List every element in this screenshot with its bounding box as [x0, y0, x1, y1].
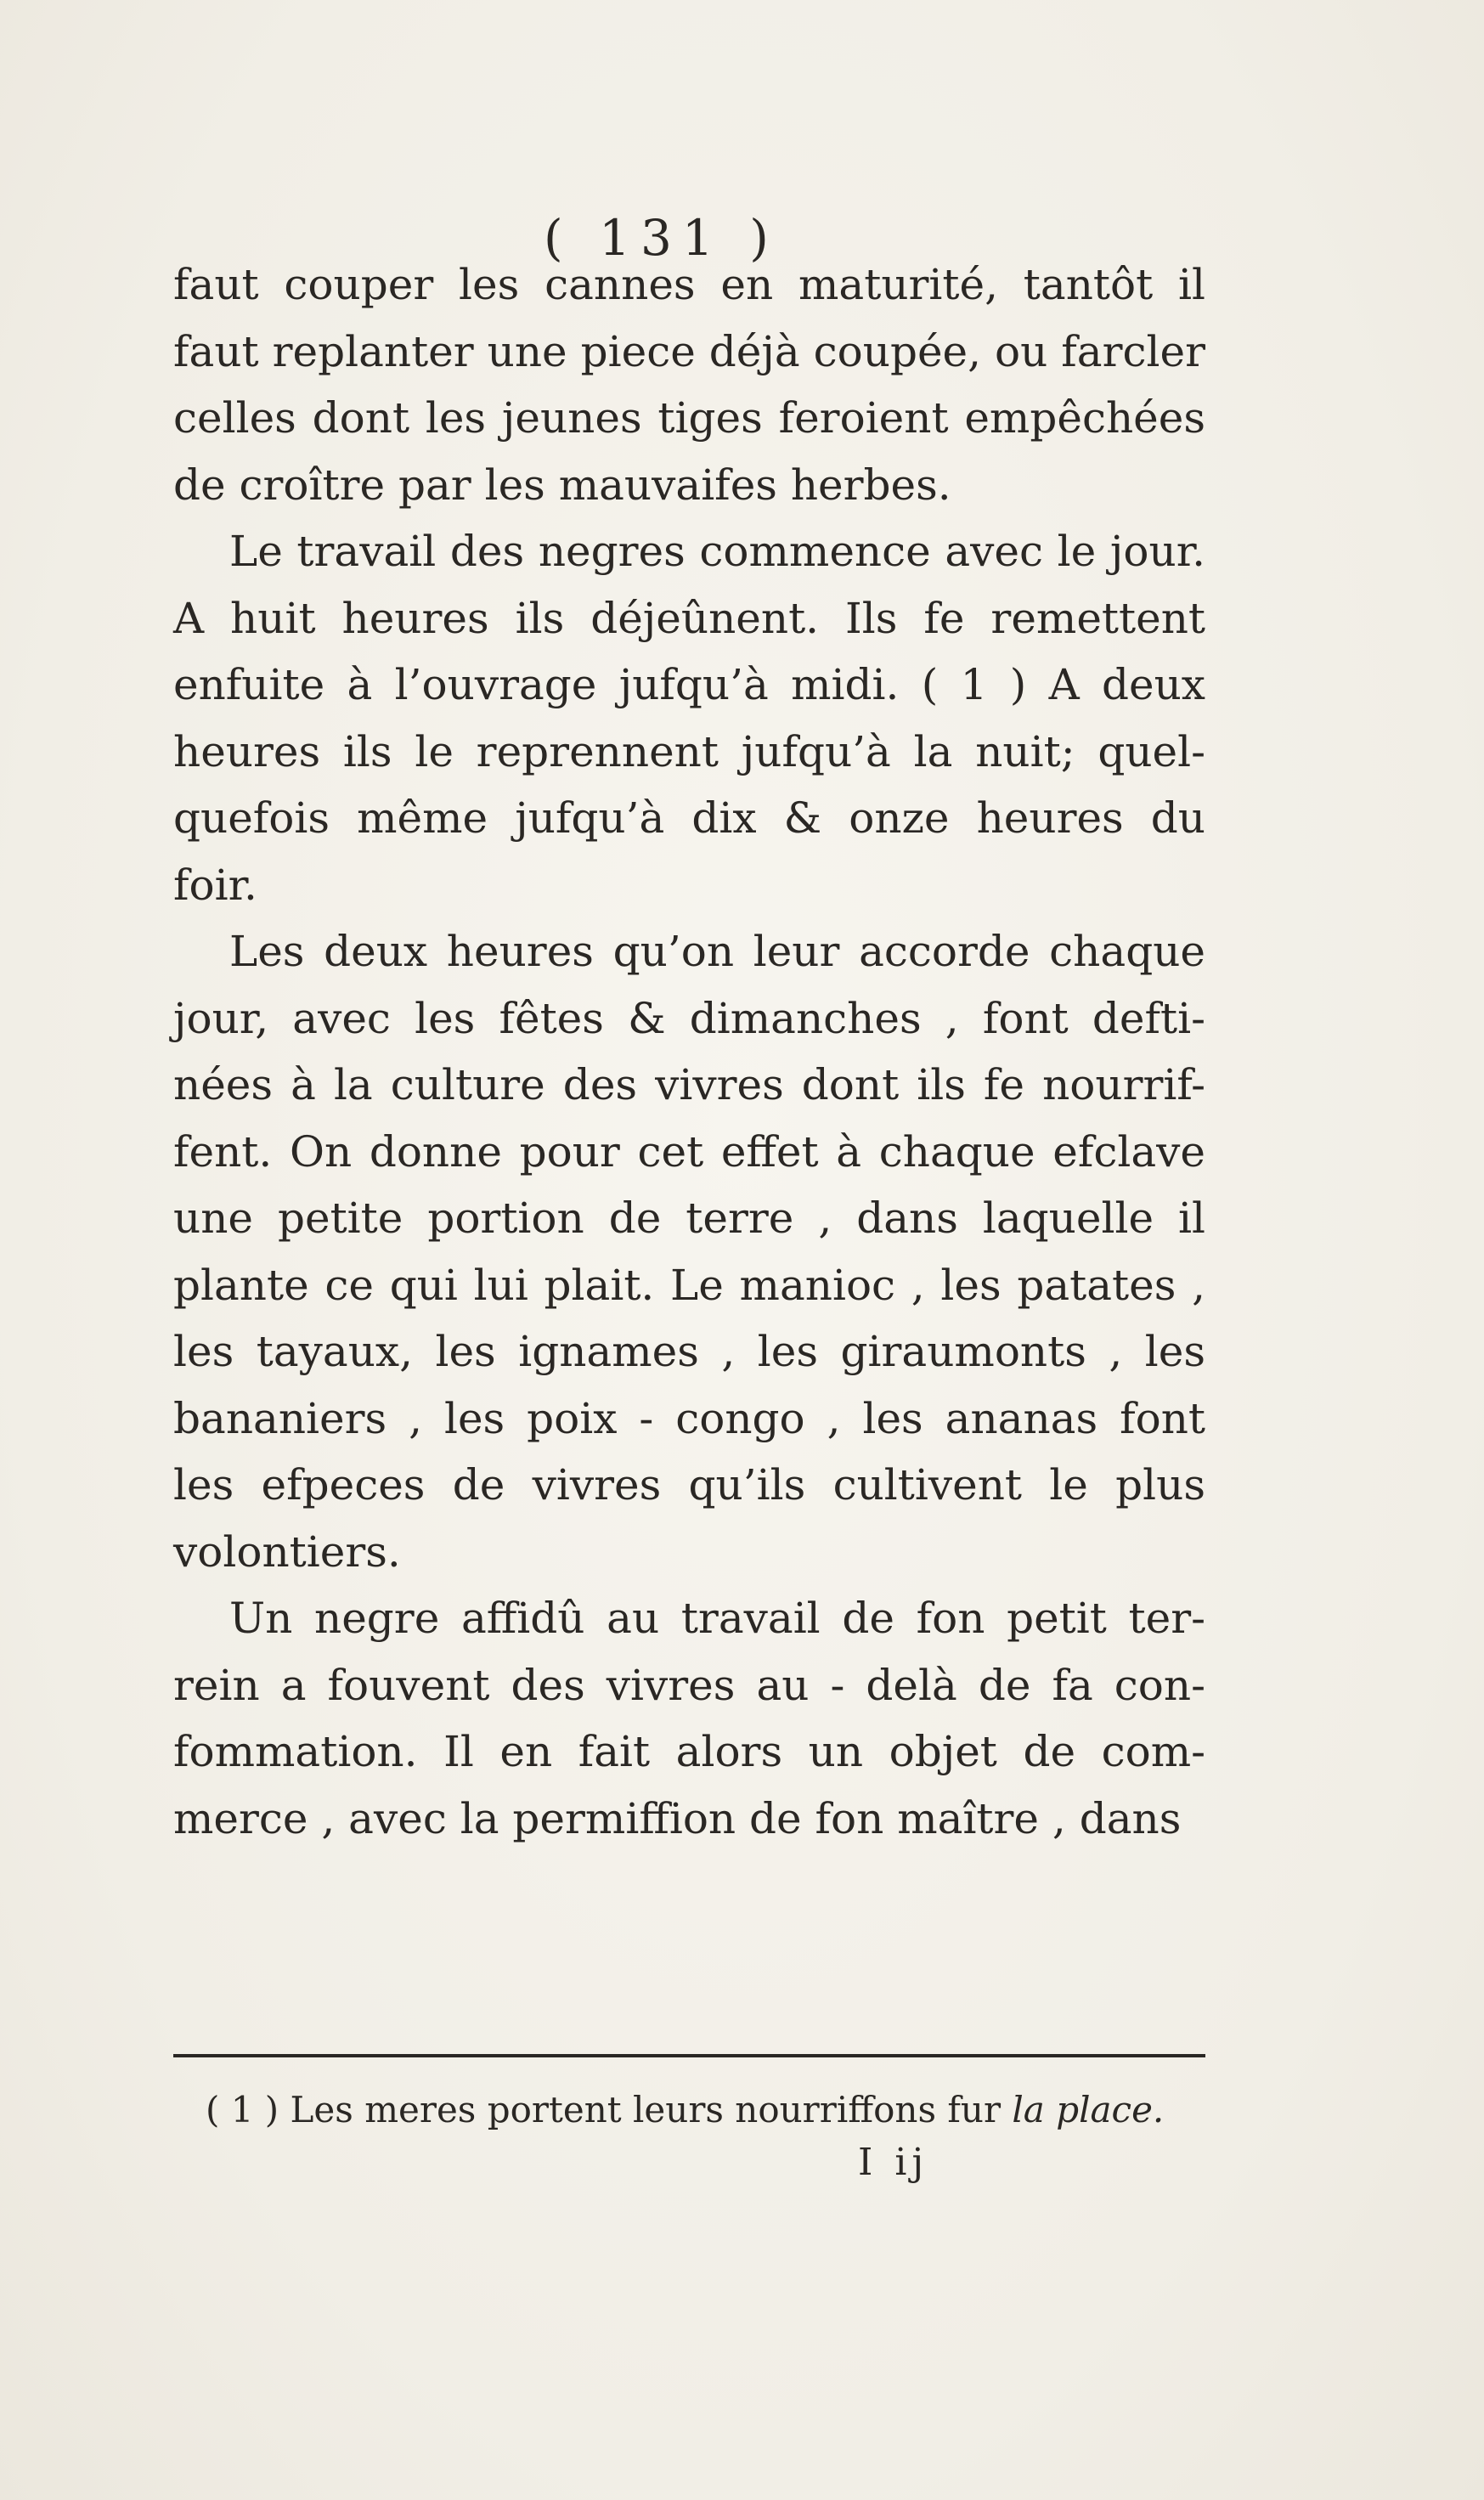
text-line: de croître par les mauvaifes herbes.	[173, 460, 951, 510]
text-line: les efpeces de vivres qu’ils cultivent le plus	[173, 1460, 1205, 1510]
text-line: plante ce qui lui plait. Le manioc , les patates ,	[173, 1260, 1205, 1310]
text-line: fent. On donne pour cet effet à chaque efclave	[173, 1126, 1205, 1177]
text-line: Les deux heures qu’on leur accorde chaque	[229, 927, 1205, 976]
text-line: faut couper les cannes en maturité, tantôt il	[173, 260, 1205, 309]
text-line: Un negre affidû au travail de fon petit ter-	[229, 1594, 1205, 1643]
text-line: Le travail des negres commence avec le jour.	[229, 527, 1205, 576]
text-line: quefois même jufqu’à dix & onze heures du	[173, 793, 1205, 843]
text-line: nées à la culture des vivres dont ils fe nourrif-	[173, 1060, 1205, 1109]
page-number-text: ( 131 )	[544, 209, 779, 267]
footnote	[206, 2086, 1164, 2134]
footnote-italic-text: la place.	[1012, 2089, 1165, 2130]
text-line: A huit heures ils déjeûnent. Ils fe remettent	[173, 593, 1205, 643]
text-line: celles dont les jeunes tiges feroient empêchées	[173, 393, 1205, 443]
text-line: faut replanter une piece déjà coupée, ou farcler	[173, 326, 1205, 376]
signature-mark: I ij	[858, 2141, 929, 2184]
text-line: foir.	[173, 860, 257, 910]
footnote-divider	[173, 2054, 1205, 2057]
text-line: rein a fouvent des vivres au - delà de fa con-	[173, 1660, 1205, 1710]
text-line: merce , avec la permiffion de fon maître , dans	[173, 1793, 1182, 1843]
text-line: volontiers.	[173, 1527, 401, 1577]
body-text	[173, 251, 1205, 1852]
text-line: bananiers , les poix - congo , les ananas font	[173, 1393, 1205, 1443]
text-line: jour, avec les fêtes & dimanches , font defti-	[173, 993, 1205, 1043]
footnote-text: ( 1 ) Les meres portent leurs nourriffons fur	[206, 2089, 1013, 2130]
text-line: heures ils le reprennent jufqu’à la nuit; quel-	[173, 726, 1205, 776]
text-line: enfuite à l’ouvrage jufqu’à midi. ( 1 ) A deux	[173, 660, 1205, 709]
text-line: une petite portion de terre , dans laquelle il	[173, 1194, 1205, 1243]
text-line: les tayaux, les ignames , les giraumonts , les	[173, 1327, 1205, 1376]
text-line: fommation. Il en fait alors un objet de com-	[173, 1727, 1205, 1776]
